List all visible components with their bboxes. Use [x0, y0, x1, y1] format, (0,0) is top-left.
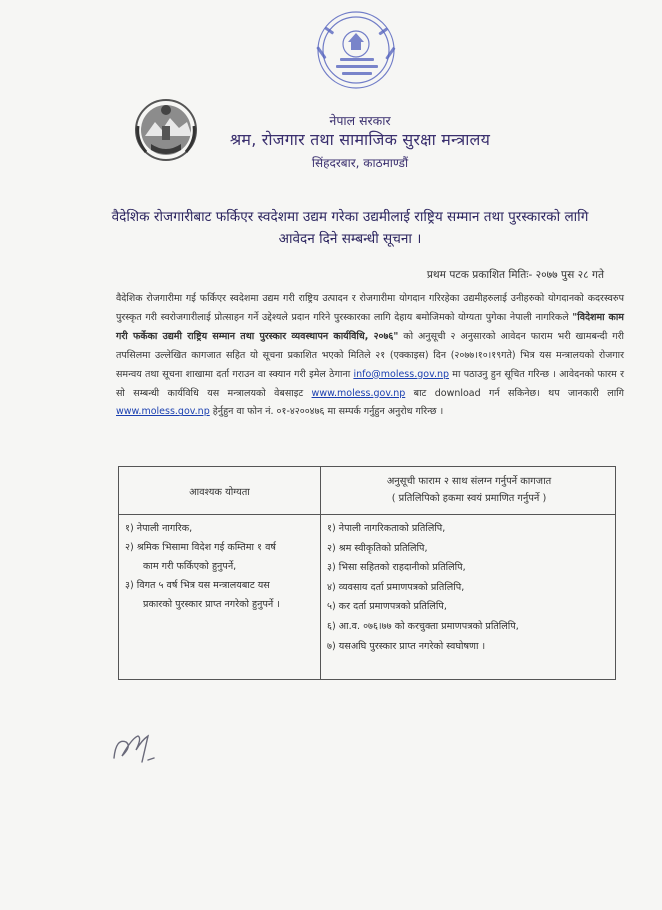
list-item: २) श्रमिक भिसामा विदेश गई कम्तिमा १ वर्ष	[125, 542, 276, 553]
documents-header-line2: ( प्रतिलिपिको हकमा स्वयं प्रमाणित गर्नुपर्ने )	[391, 493, 547, 504]
table-divider-horizontal	[119, 514, 615, 515]
body-text-4: बाट download गर्न सकिनेछ। थप जानकारी लागि	[405, 387, 624, 399]
list-item: १) नेपाली नागरिकताको प्रतिलिपि,	[327, 523, 446, 534]
list-item: ६) आ.व. ०७६।७७ को करचुक्ता प्रमाणपत्रको प्रतिलिपि,	[327, 620, 519, 632]
list-item: काम गरी फर्किएको हुनुपर्ने,	[143, 561, 237, 572]
stamp-seal-icon	[298, 6, 418, 106]
table-header-documents	[321, 473, 617, 507]
ministry-stamp	[298, 6, 418, 106]
list-item: २) श्रम स्वीकृतिको प्रतिलिपि,	[327, 542, 428, 554]
notice-title	[100, 206, 600, 250]
documents-header-line1: अनुसूची फाराम २ साथ संलग्न गर्नुपर्ने कागजात	[386, 476, 552, 487]
website-link-2[interactable]: www.moless.gov.np	[116, 406, 210, 418]
ministry-name: श्रम, रोजगार तथा सामाजिक सुरक्षा मन्त्रालय	[229, 130, 491, 149]
government-name: नेपाल सरकार	[329, 113, 391, 128]
list-item: ५) कर दर्ता प्रमाणपत्रको प्रतिलिपि,	[327, 601, 447, 613]
body-text-1: वैदेशिक रोजगारीमा गई फर्किएर स्वदेशमा उद्यम गरी राष्ट्रिय उत्पादन र रोजगारीमा योगदान गरिरहेका उद्यमीहरुलाई उनीहरुको योगदानको कदरस्वरुप पुरस्कृत गरी स्वरोजगारीलाई प्रोत्साहन गर्ने उद्देश्यले प्रदान गरिने पुरस्कारका लागि देहाय बमोजिमको योग्यता पुगेका नेपाली नागरिकले	[116, 293, 624, 323]
notice-title-line1: वैदेशिक रोजगारीबाट फर्किएर स्वदेशमा उद्यम गरेका उद्यमीलाई राष्ट्रिय सम्मान तथा पुरस्कारको लागि	[111, 209, 589, 225]
list-item: १) नेपाली नागरिक,	[125, 523, 193, 534]
table-header-qualification: आवश्यक योग्यता	[189, 487, 250, 498]
document-list	[327, 519, 613, 656]
ministry-address: सिंहदरबार, काठमाण्डौं	[311, 156, 409, 170]
nepal-emblem	[133, 96, 199, 164]
qualification-list	[125, 519, 317, 614]
body-text-3: मा पठाउनु हुन सूचित गरिन्छ । आवेदनको फारम र सो सम्बन्धी कार्यविधि यस मन्त्रालयको वेबसाइट	[116, 368, 624, 399]
procedure-name: "विदेशमा काम गरी फर्केका उद्यमी राष्ट्रिय सम्मान तथा पुरस्कार व्यवस्थापन कार्यविधि, २०७६"	[116, 311, 624, 342]
requirements-table	[118, 466, 616, 680]
email-link[interactable]: info@moless.gov.np	[353, 368, 450, 380]
list-item: ७) यसअघि पुरस्कार प्राप्त नगरेको स्वघोषणा ।	[327, 640, 486, 652]
signature-mark-icon	[108, 724, 168, 772]
emblem-icon	[133, 96, 199, 164]
list-item: ४) व्यवसाय दर्ता प्रमाणपत्रको प्रतिलिपि,	[327, 581, 465, 593]
publication-date: प्रथम पटक प्रकाशित मितिः- २०७७ पुस २८ गते	[426, 269, 604, 281]
list-item: ३) भिसा सहितको राहदानीको प्रतिलिपि,	[327, 562, 466, 574]
notice-body	[116, 290, 624, 422]
body-text-5: हेर्नुहुन वा फोन नं. ०१-४२००४७६ मा सम्पर्क गर्नुहुन अनुरोध गरिन्छ ।	[209, 406, 444, 418]
signature	[108, 724, 168, 772]
list-item: ३) विगत ५ वर्ष भित्र यस मन्त्रालयबाट यस	[125, 580, 270, 591]
website-link[interactable]: www.moless.gov.np	[311, 387, 406, 399]
list-item: प्रकारको पुरस्कार प्राप्त नगरेको हुनुपर्ने ।	[143, 599, 280, 610]
notice-title-line2: आवेदन दिने सम्बन्धी सूचना ।	[278, 231, 422, 247]
body-text-2: को अनुसूची २ अनुसारको आवेदन फाराम भरी खामबन्दी गरी तपसिलमा उल्लेखित कागजात सहित यो सूचना प्रकाशित भएको मितिले २१ (एक्काइस) दिन (२०७७।१०।१९गते) भित्र यस मन्त्रालयको रोजगार समन्वय तथा सूचना शाखामा दर्ता गराउन वा स्क्यान गरी इमेल ठेगाना	[116, 330, 624, 380]
